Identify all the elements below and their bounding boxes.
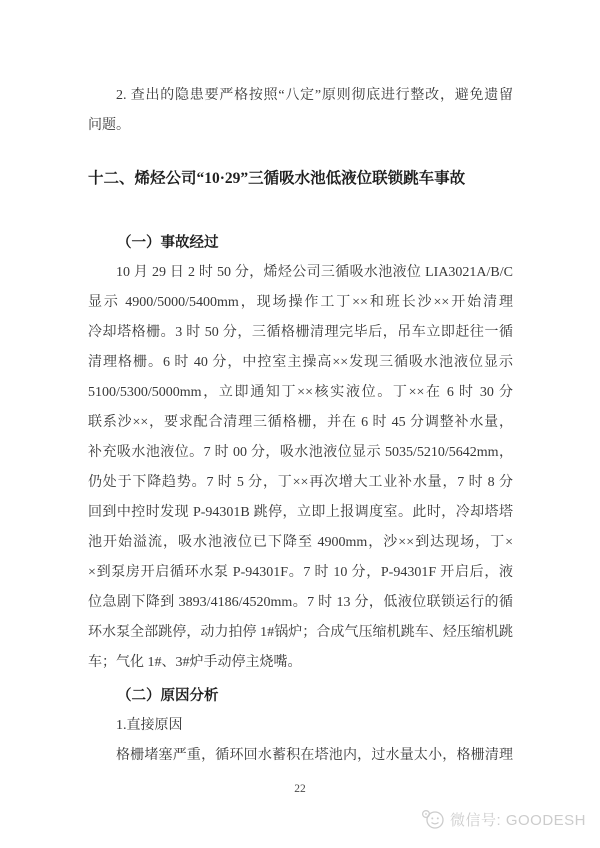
body-line: 联系沙××，要求配合清理三循格栅，并在 6 时 45 分调整补水量， <box>88 415 513 430</box>
section-1-title: （一）事故经过 <box>117 235 219 251</box>
body-line: 池开始溢流，吸水池液位已下降至 4900mm，沙××到达现场，丁× <box>88 535 513 550</box>
body-line: 补充吸水池液位。7 时 00 分，吸水池液位显示 5035/5210/5642mm， <box>88 445 513 460</box>
body-line: 格栅堵塞严重，循环回水蓄积在塔池内，过水量太小，格栅清理 <box>116 748 513 763</box>
watermark <box>421 808 586 830</box>
page-number: 22 <box>294 783 306 795</box>
intro-paragraph-line: 问题。 <box>88 118 130 133</box>
body-line: 环水泵全部跳停，动力拍停 1#锅炉；合成气压缩机跳车、烃压缩机跳 <box>88 625 513 640</box>
body-line: 显示 4900/5000/5400mm，现场操作工丁××和班长沙××开始清理 <box>88 295 513 310</box>
body-line: 车；气化 1#、3#炉手动停主烧嘴。 <box>88 655 302 670</box>
body-line: 5100/5300/5000mm，立即通知丁××核实液位。丁××在 6 时 30 分 <box>88 385 513 400</box>
body-line: 仍处于下降趋势。7 时 5 分，丁××再次增大工业补水量，7 时 8 分 <box>88 475 513 490</box>
chapter-heading: 十二、烯烃公司“10·29”三循吸水池低液位联锁跳车事故 <box>88 170 466 187</box>
body-line: 清理格栅。6 时 40 分，中控室主操高××发现三循吸水池液位显示 <box>88 355 513 370</box>
section-2-title: （二）原因分析 <box>117 688 219 704</box>
watermark-label: 微信号: GOODESH <box>449 811 586 829</box>
body-line: 10 月 29 日 2 时 50 分，烯烃公司三循吸水池液位 LIA3021A/B/C <box>116 265 513 280</box>
body-line: 回到中控时发现 P-94301B 跳停，立即上报调度室。此时，冷却塔塔 <box>88 505 513 520</box>
intro-paragraph-line: 2. 查出的隐患要严格按照“八定”原则彻底进行整改，避免遗留 <box>116 88 513 103</box>
body-line: ×到泵房开启循环水泵 P-94301F。7 时 10 分，P-94301F 开启后，液 <box>88 565 513 580</box>
body-line: 位急剧下降到 3893/4186/4520mm。7 时 13 分，低液位联锁运行的循 <box>88 595 513 610</box>
body-line: 冷却塔格栅。3 时 50 分，三循格栅清理完毕后，吊车立即赶往一循 <box>88 325 513 340</box>
document-content <box>88 81 513 771</box>
section-2-subheading: 1.直接原因 <box>116 718 183 733</box>
wechat-face-icon <box>421 808 445 830</box>
